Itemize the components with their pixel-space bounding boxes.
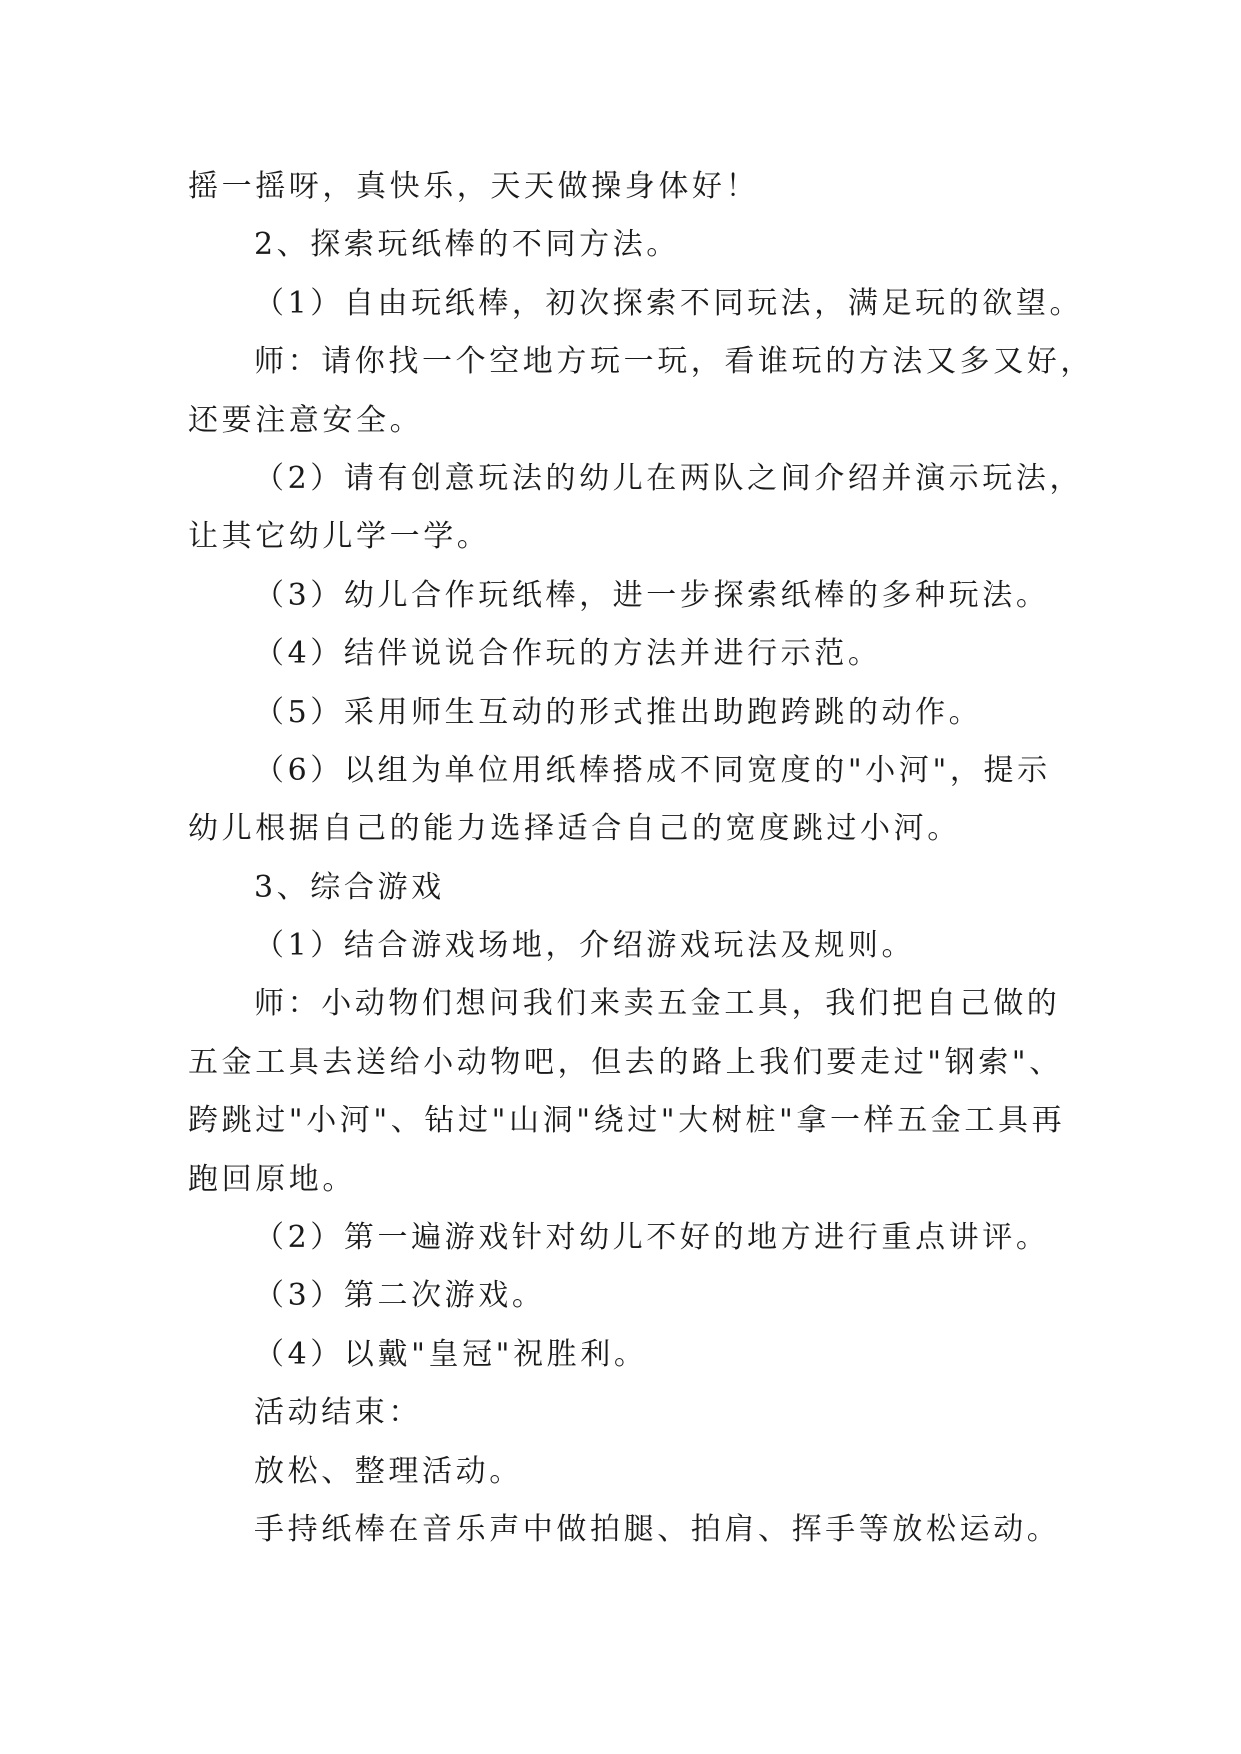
document-body: [188, 158, 1094, 1559]
text-line: 2、探索玩纸棒的不同方法。: [254, 227, 680, 263]
text-line: （4）以戴"皇冠"祝胜利。: [254, 1336, 648, 1372]
text-line: （4）结伴说说合作玩的方法并进行示范。: [254, 636, 882, 672]
text-line: （5）采用师生互动的形式推出助跑跨跳的动作。: [254, 694, 983, 730]
text-line: 让其它幼儿学一学。: [188, 519, 491, 555]
text-line: 活动结束：: [254, 1395, 422, 1431]
text-line: 跨跳过"小河"、钻过"山洞"绕过"大树桩"拿一样五金工具再: [188, 1103, 1066, 1139]
text-line: （2）请有创意玩法的幼儿在两队之间介绍并演示玩法，: [254, 460, 1084, 496]
text-line: 五金工具去送给小动物吧，但去的路上我们要走过"钢索"、: [188, 1044, 1063, 1080]
text-line: 3、综合游戏: [254, 869, 445, 905]
text-line: （3）第二次游戏。: [254, 1278, 546, 1314]
text-line: 手持纸棒在音乐声中做拍腿、拍肩、挥手等放松运动。: [254, 1511, 1061, 1547]
text-line: 师：请你找一个空地方玩一玩，看谁玩的方法又多又好，: [254, 344, 1094, 380]
text-line: 师：小动物们想问我们来卖五金工具，我们把自己做的: [254, 986, 1061, 1022]
text-line: 幼儿根据自己的能力选择适合自己的宽度跳过小河。: [188, 811, 961, 847]
text-line: 摇一摇呀，真快乐，天天做操身体好！: [188, 169, 760, 204]
text-line: （1）自由玩纸棒，初次探索不同玩法，满足玩的欲望。: [254, 285, 1084, 321]
text-line: 还要注意安全。: [188, 402, 424, 438]
text-line: （1）结合游戏场地，介绍游戏玩法及规则。: [254, 928, 916, 964]
text-line: 跑回原地。: [188, 1161, 356, 1197]
text-line: （6）以组为单位用纸棒搭成不同宽度的"小河"，提示: [254, 752, 1051, 788]
text-line: 放松、整理活动。: [254, 1453, 523, 1489]
text-line: （3）幼儿合作玩纸棒，进一步探索纸棒的多种玩法。: [254, 577, 1050, 613]
text-line: （2）第一遍游戏针对幼儿不好的地方进行重点讲评。: [254, 1220, 1050, 1256]
